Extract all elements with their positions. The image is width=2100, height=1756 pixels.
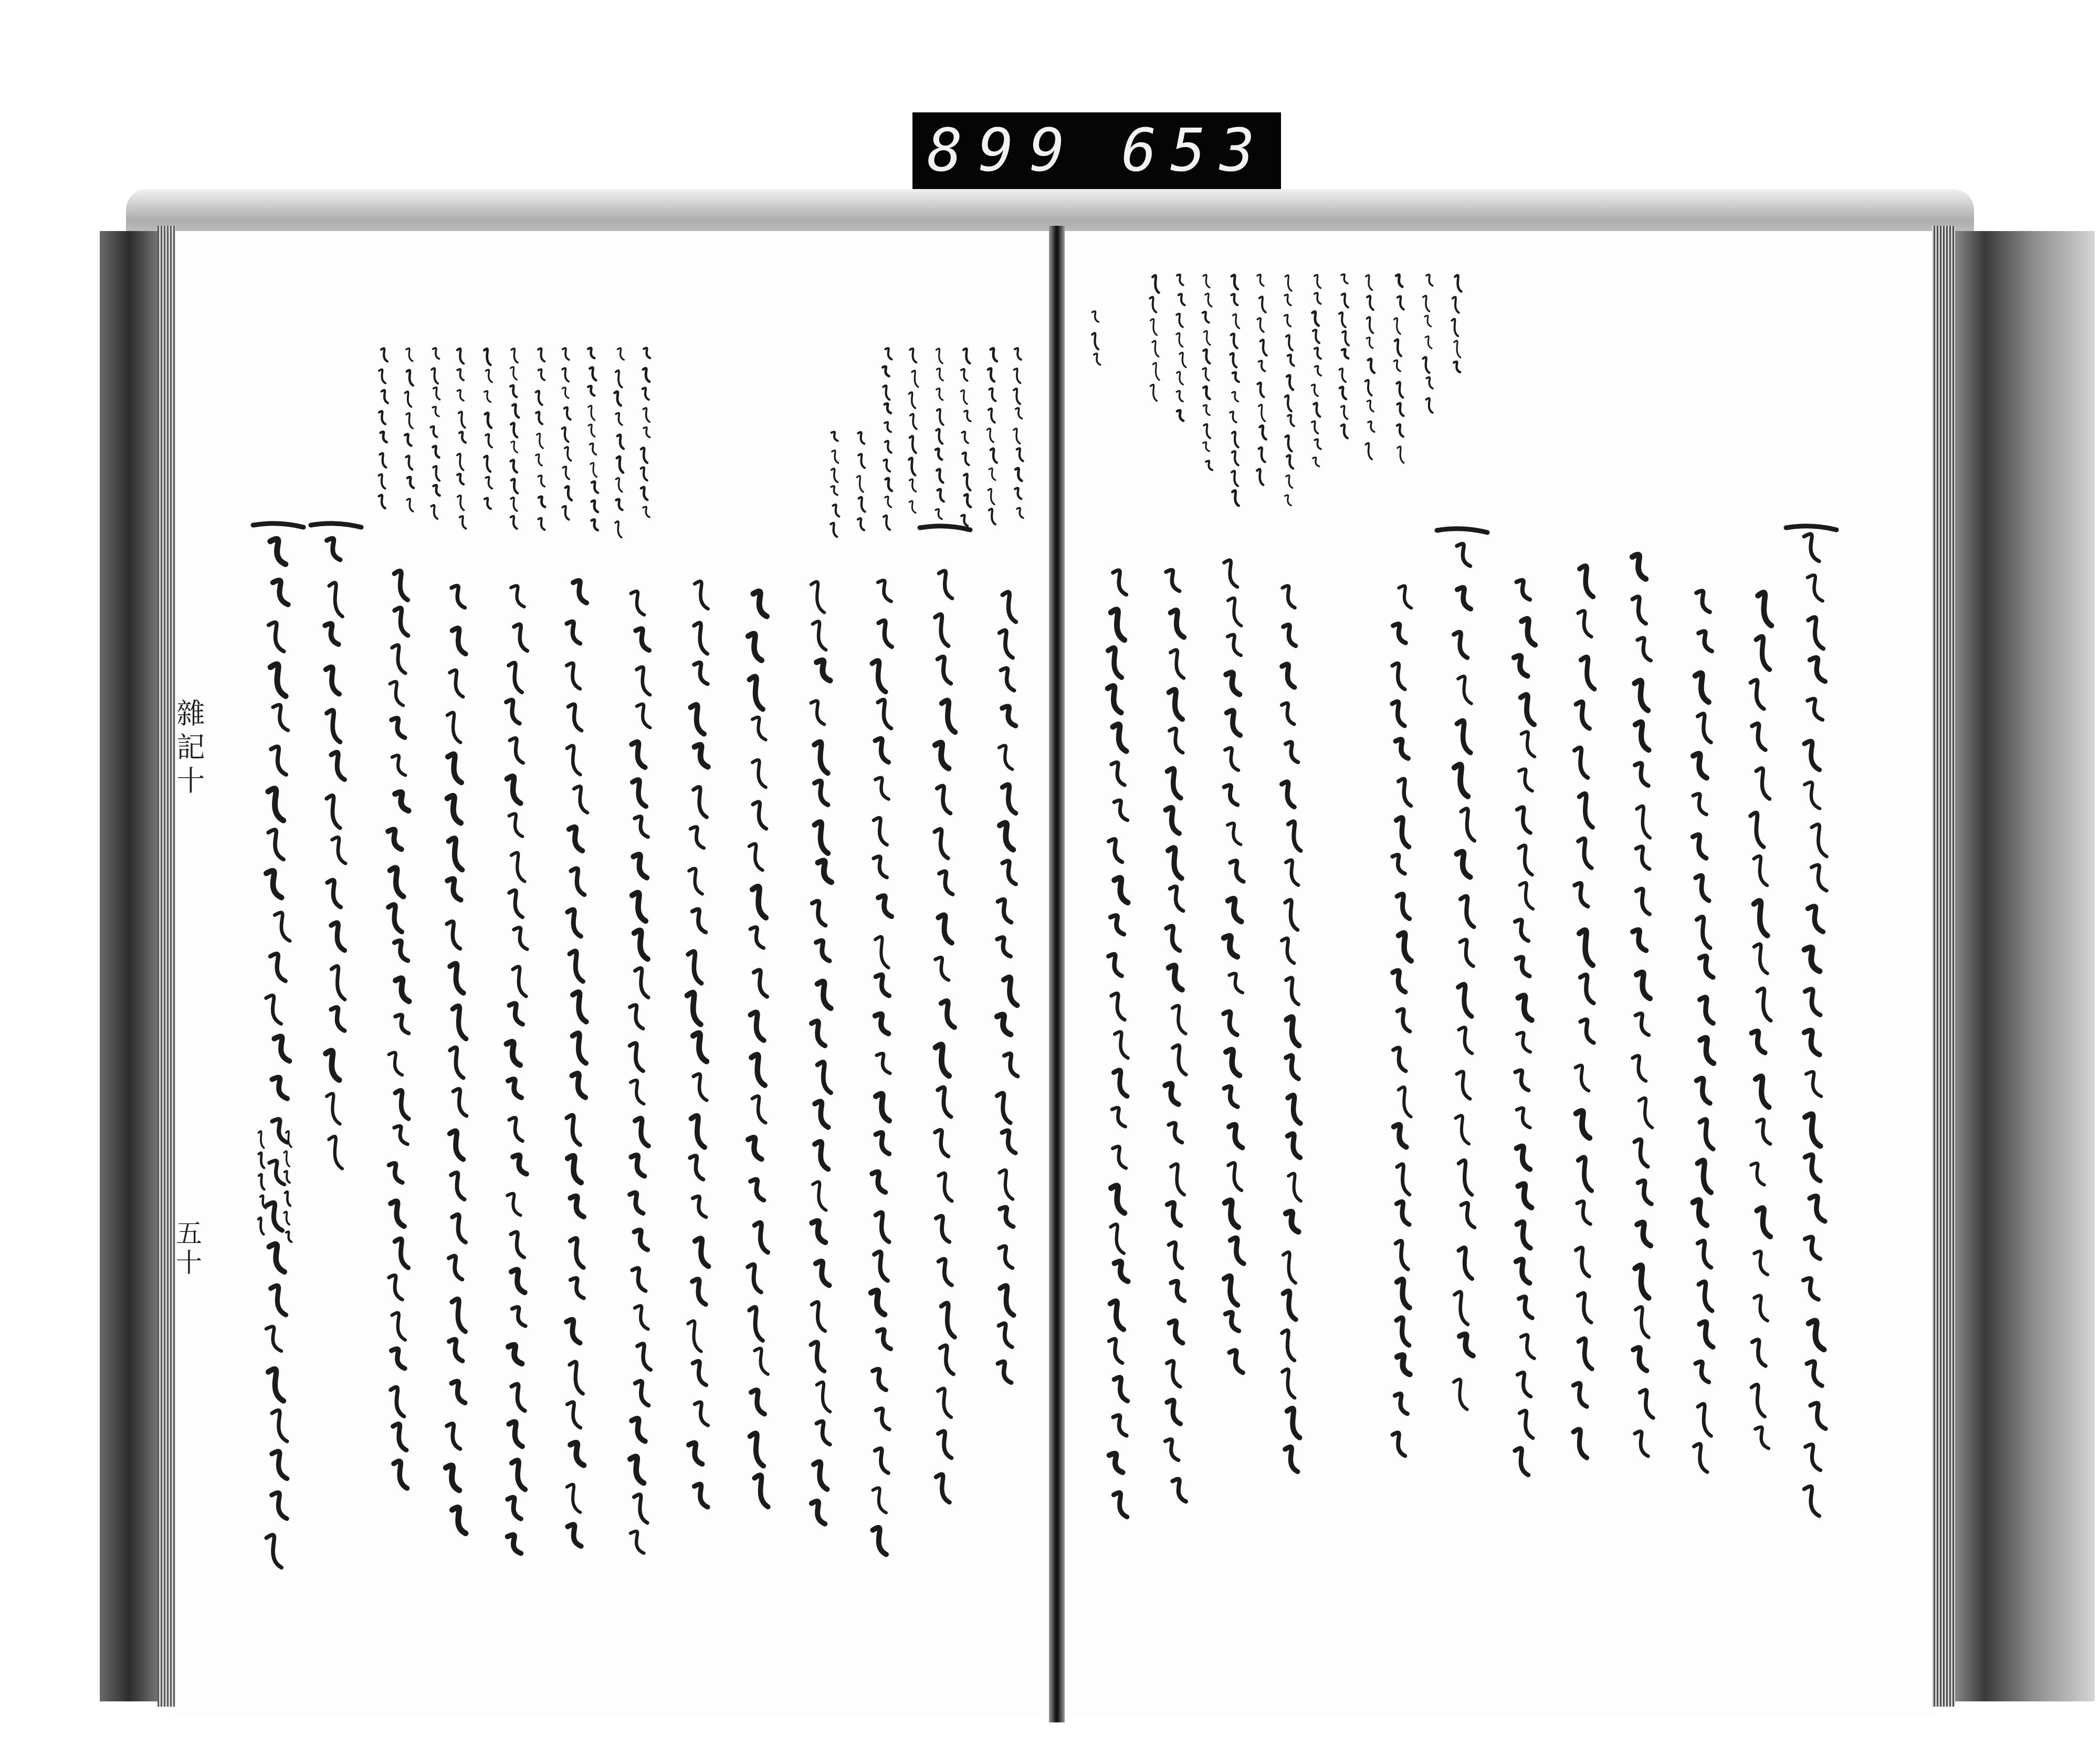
text-column xyxy=(446,586,466,1533)
annotation-column xyxy=(562,348,572,520)
annotation-column xyxy=(883,348,892,530)
annotation-column xyxy=(961,349,971,526)
text-column xyxy=(388,571,409,1488)
text-column xyxy=(934,571,955,1502)
text-column xyxy=(566,581,587,1546)
annotation-column xyxy=(1257,275,1266,485)
annotation-column xyxy=(1339,274,1349,438)
text-column xyxy=(1514,580,1535,1475)
text-column xyxy=(748,591,768,1507)
entry-marker xyxy=(920,526,970,530)
text-column xyxy=(871,580,892,1554)
annotation-column xyxy=(379,348,388,508)
annotation-column xyxy=(1452,275,1461,372)
text-column xyxy=(325,538,345,1168)
annotation-column xyxy=(641,348,650,517)
annotation-column xyxy=(857,432,865,530)
text-column xyxy=(506,586,527,1553)
annotation-column xyxy=(615,348,624,538)
text-column xyxy=(1282,586,1301,1472)
text-column xyxy=(1803,534,1827,1516)
frame-counter-right: 653 xyxy=(1121,117,1268,185)
annotation-column xyxy=(284,1131,291,1242)
annotation-column xyxy=(1203,275,1212,470)
text-column xyxy=(1108,570,1128,1517)
entry-marker xyxy=(1786,526,1836,530)
text-column xyxy=(997,592,1017,1383)
entry-marker xyxy=(253,524,303,527)
text-column xyxy=(1392,586,1412,1456)
annotation-column xyxy=(1150,275,1159,401)
annotation-column xyxy=(457,349,466,529)
annotation-column xyxy=(1177,275,1186,421)
text-column xyxy=(1750,592,1771,1448)
text-column xyxy=(1454,544,1475,1409)
text-column xyxy=(1224,560,1244,1373)
annotation-column xyxy=(484,349,492,509)
text-column xyxy=(266,539,290,1567)
text-column xyxy=(687,581,708,1507)
annotation-column xyxy=(258,1131,266,1234)
annotation-column xyxy=(1014,348,1023,518)
annotation-column xyxy=(405,348,414,511)
annotation-column xyxy=(1230,275,1240,506)
entry-marker xyxy=(1437,529,1487,532)
annotation-column xyxy=(1092,311,1100,365)
annotation-column xyxy=(987,348,996,524)
text-column xyxy=(1693,591,1714,1472)
running-title: 雜記十 xyxy=(172,698,205,799)
text-column xyxy=(811,582,832,1524)
text-column xyxy=(630,591,651,1553)
annotation-column xyxy=(588,348,598,530)
annotation-column xyxy=(1311,275,1321,466)
frame-counter-left: 899 xyxy=(927,117,1081,185)
text-column xyxy=(1165,570,1186,1501)
annotation-column xyxy=(510,349,519,529)
text-column xyxy=(1632,555,1653,1456)
text-column xyxy=(1573,566,1594,1458)
annotation-column xyxy=(1423,275,1433,413)
folio-number: 五十 xyxy=(172,1219,202,1278)
annotation-column xyxy=(1394,275,1404,463)
annotation-column xyxy=(936,349,943,519)
annotation-column xyxy=(536,348,545,530)
annotation-column xyxy=(1285,275,1294,506)
annotation-column xyxy=(430,348,439,519)
annotation-column xyxy=(909,349,918,513)
entry-marker xyxy=(311,524,361,527)
annotation-column xyxy=(1366,275,1374,459)
annotation-column xyxy=(831,432,839,537)
